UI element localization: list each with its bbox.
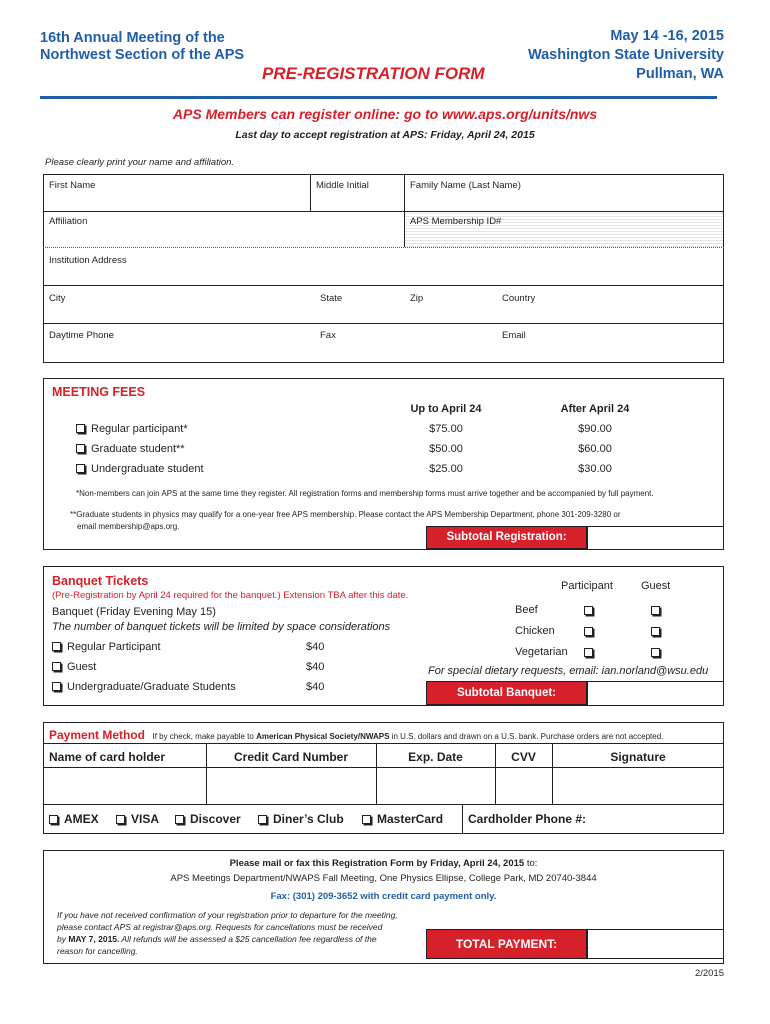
banquet-deadline-note: (Pre-Registration by April 24 required for the banquet.) Extension TBA after this date. xyxy=(52,590,409,601)
ticket-label: Regular Participant xyxy=(67,641,161,653)
middle-initial-field[interactable]: Middle Initial xyxy=(316,180,369,191)
fee-row-graduate[interactable] xyxy=(76,443,185,455)
cvv-input[interactable] xyxy=(496,768,551,803)
chicken-guest-checkbox[interactable] xyxy=(651,627,660,636)
online-registration-note: APS Members can register online: go to www.aps.org/units/nws xyxy=(172,106,598,122)
chicken-participant-checkbox[interactable] xyxy=(584,627,593,636)
fees-col-early: Up to April 24 xyxy=(410,403,482,415)
fee-row-regular[interactable] xyxy=(76,423,188,435)
fee-early-value: $25.00 xyxy=(429,463,463,475)
signature-input[interactable] xyxy=(553,768,723,803)
ticket-regular-checkbox[interactable] xyxy=(52,642,61,651)
undergraduate-checkbox[interactable] xyxy=(76,464,85,473)
graduate-checkbox[interactable] xyxy=(76,444,85,453)
card-visa[interactable] xyxy=(116,812,159,826)
affiliation-field[interactable]: Affiliation xyxy=(49,216,88,227)
banquet-event: Banquet (Friday Evening May 15) xyxy=(52,606,216,618)
confirmation-line4: reason for cancelling. xyxy=(57,946,138,956)
banquet-capacity-note: The number of banquet tickets will be limited by space considerations xyxy=(52,621,391,633)
discover-checkbox[interactable] xyxy=(175,815,184,824)
dietary-request-note: For special dietary requests, email: ian.norland@wsu.edu xyxy=(428,665,709,677)
card-label: Discover xyxy=(190,812,241,826)
subtotal-registration-label: Subtotal Registration: xyxy=(426,526,587,549)
card-holder-name-input[interactable] xyxy=(44,768,205,803)
country-field[interactable]: Country xyxy=(502,293,536,304)
banquet-title: Banquet Tickets xyxy=(52,574,149,588)
meeting-city: Pullman, WA xyxy=(636,66,724,82)
institution-address-field[interactable]: Institution Address xyxy=(49,255,127,266)
card-label: MasterCard xyxy=(377,812,444,826)
fees-col-late: After April 24 xyxy=(560,403,630,415)
refund-note: All refunds will be assessed a $25 cancellation fee regardless of the xyxy=(119,934,377,944)
family-name-field[interactable]: Family Name (Last Name) xyxy=(410,180,521,191)
city-field[interactable]: City xyxy=(49,293,66,304)
card-label: VISA xyxy=(131,812,160,826)
meal-vegetarian: Vegetarian xyxy=(515,646,568,658)
registration-deadline: Last day to accept registration at APS: Friday, April 24, 2015 xyxy=(235,129,535,141)
meeting-title xyxy=(40,30,244,64)
meeting-title-line1: 16th Annual Meeting of the xyxy=(40,30,225,46)
payment-title: Payment Method xyxy=(49,728,146,742)
ticket-price: $40 xyxy=(306,661,325,673)
meal-beef: Beef xyxy=(515,604,538,616)
graduate-note-line1: **Graduate students in physics may qualify for a one-year free APS membership. Please contact the APS Membership Department, phone 301-209-3280 or xyxy=(70,510,621,519)
card-mastercard[interactable] xyxy=(362,812,443,826)
beef-guest-checkbox[interactable] xyxy=(651,606,660,615)
fee-early-value: $75.00 xyxy=(429,423,463,435)
confirmation-line1: If you have not received confirmation of your registration prior to departure for the meeting, xyxy=(57,910,398,920)
signature-header: Signature xyxy=(610,750,666,764)
fee-late-value: $30.00 xyxy=(578,463,612,475)
fee-label: Graduate student** xyxy=(91,443,185,455)
meeting-date: May 14 -16, 2015 xyxy=(610,28,724,44)
ticket-label: Undergraduate/Graduate Students xyxy=(67,681,236,693)
payment-note-start: If by check, make payable to xyxy=(152,732,257,741)
beef-participant-checkbox[interactable] xyxy=(584,606,593,615)
form-revision-code: 2/2015 xyxy=(694,968,724,979)
banquet-col-participant: Participant xyxy=(561,580,613,592)
visa-checkbox[interactable] xyxy=(116,815,125,824)
amex-checkbox[interactable] xyxy=(49,815,58,824)
confirmation-by: by xyxy=(57,934,69,944)
subtotal-registration-field[interactable] xyxy=(587,526,724,550)
meeting-fees-title: MEETING FEES xyxy=(52,385,146,399)
nonmember-note: *Non-members can join APS at the same time they register. All registration forms and membership forms must arrive together and be accompanied by full payment. xyxy=(76,489,654,498)
total-payment-field[interactable] xyxy=(587,929,724,959)
cancellation-deadline: MAY 7, 2015. xyxy=(68,934,120,944)
confirmation-line2: please contact APS at registrar@aps.org. Requests for cancellations must be received xyxy=(57,922,383,932)
confirmation-note xyxy=(57,909,398,957)
exp-date-header: Exp. Date xyxy=(408,750,463,764)
meal-chicken: Chicken xyxy=(515,625,555,637)
ticket-students[interactable] xyxy=(52,681,236,693)
ticket-guest-checkbox[interactable] xyxy=(52,662,61,671)
cardholder-phone-field[interactable]: Cardholder Phone #: xyxy=(468,812,587,826)
mastercard-checkbox[interactable] xyxy=(362,815,371,824)
first-name-field[interactable]: First Name xyxy=(49,180,96,191)
mail-to: to: xyxy=(524,858,538,869)
fee-late-value: $60.00 xyxy=(578,443,612,455)
ticket-students-checkbox[interactable] xyxy=(52,682,61,691)
diners-club-checkbox[interactable] xyxy=(258,815,267,824)
fee-label: Undergraduate student xyxy=(91,463,204,475)
card-number-header: Credit Card Number xyxy=(233,750,349,764)
ticket-regular[interactable] xyxy=(52,641,161,653)
payee-name: American Physical Society/NWAPS xyxy=(256,732,390,741)
fax-number: Fax: (301) 209-3652 with credit card payment only. xyxy=(270,891,497,902)
mail-deadline: Please mail or fax this Registration Form by Friday, April 24, 2015 xyxy=(229,858,525,869)
regular-checkbox[interactable] xyxy=(76,424,85,433)
fee-early-value: $50.00 xyxy=(429,443,463,455)
state-field[interactable]: State xyxy=(320,293,343,304)
cvv-header: CVV xyxy=(511,750,536,764)
fee-row-undergraduate[interactable] xyxy=(76,463,204,475)
graduate-note-line2: email membership@aps.org. xyxy=(77,522,180,531)
fax-field[interactable]: Fax xyxy=(320,330,336,341)
meeting-location xyxy=(528,27,724,84)
zip-field[interactable]: Zip xyxy=(410,293,424,304)
fee-late-value: $90.00 xyxy=(578,423,612,435)
exp-date-input[interactable] xyxy=(377,768,494,803)
payment-note-end: in U.S. dollars and drawn on a U.S. bank. Purchase orders are not accepted. xyxy=(389,732,664,741)
card-discover[interactable] xyxy=(175,812,241,826)
mail-instruction xyxy=(43,858,724,869)
card-number-input[interactable] xyxy=(207,768,375,803)
ticket-price: $40 xyxy=(306,641,325,653)
card-amex[interactable] xyxy=(49,812,99,826)
card-holder-name-header: Name of card holder xyxy=(49,750,166,764)
card-diners-club[interactable] xyxy=(258,812,344,826)
card-label: Diner’s Club xyxy=(273,812,344,826)
ticket-price: $40 xyxy=(306,681,325,693)
email-field[interactable]: Email xyxy=(502,330,526,341)
aps-membership-id-field[interactable]: APS Membership ID# xyxy=(410,216,502,227)
subtotal-banquet-field[interactable] xyxy=(587,681,724,706)
print-instruction: Please clearly print your name and affiliation. xyxy=(45,157,235,168)
fee-label: Regular participant* xyxy=(91,423,188,435)
meeting-title-line2: Northwest Section of the APS xyxy=(40,47,245,63)
payment-header xyxy=(49,726,663,744)
total-payment-label: TOTAL PAYMENT: xyxy=(426,929,587,959)
meeting-venue: Washington State University xyxy=(527,47,724,63)
payment-note xyxy=(152,732,663,741)
ticket-guest[interactable] xyxy=(52,661,96,673)
ticket-label: Guest xyxy=(67,661,97,673)
subtotal-banquet-label: Subtotal Banquet: xyxy=(426,681,587,705)
vegetarian-participant-checkbox[interactable] xyxy=(584,648,593,657)
header-rule xyxy=(40,96,717,99)
mail-address: APS Meetings Department/NWAPS Fall Meeting, One Physics Ellipse, College Park, MD 20740-3844 xyxy=(170,873,597,884)
form-title: PRE-REGISTRATION FORM xyxy=(262,64,485,83)
personal-info-box xyxy=(43,174,724,363)
confirmation-line3 xyxy=(57,933,398,945)
daytime-phone-field[interactable]: Daytime Phone xyxy=(49,330,114,341)
card-label: AMEX xyxy=(64,812,99,826)
vegetarian-guest-checkbox[interactable] xyxy=(651,648,660,657)
banquet-col-guest: Guest xyxy=(641,580,671,592)
